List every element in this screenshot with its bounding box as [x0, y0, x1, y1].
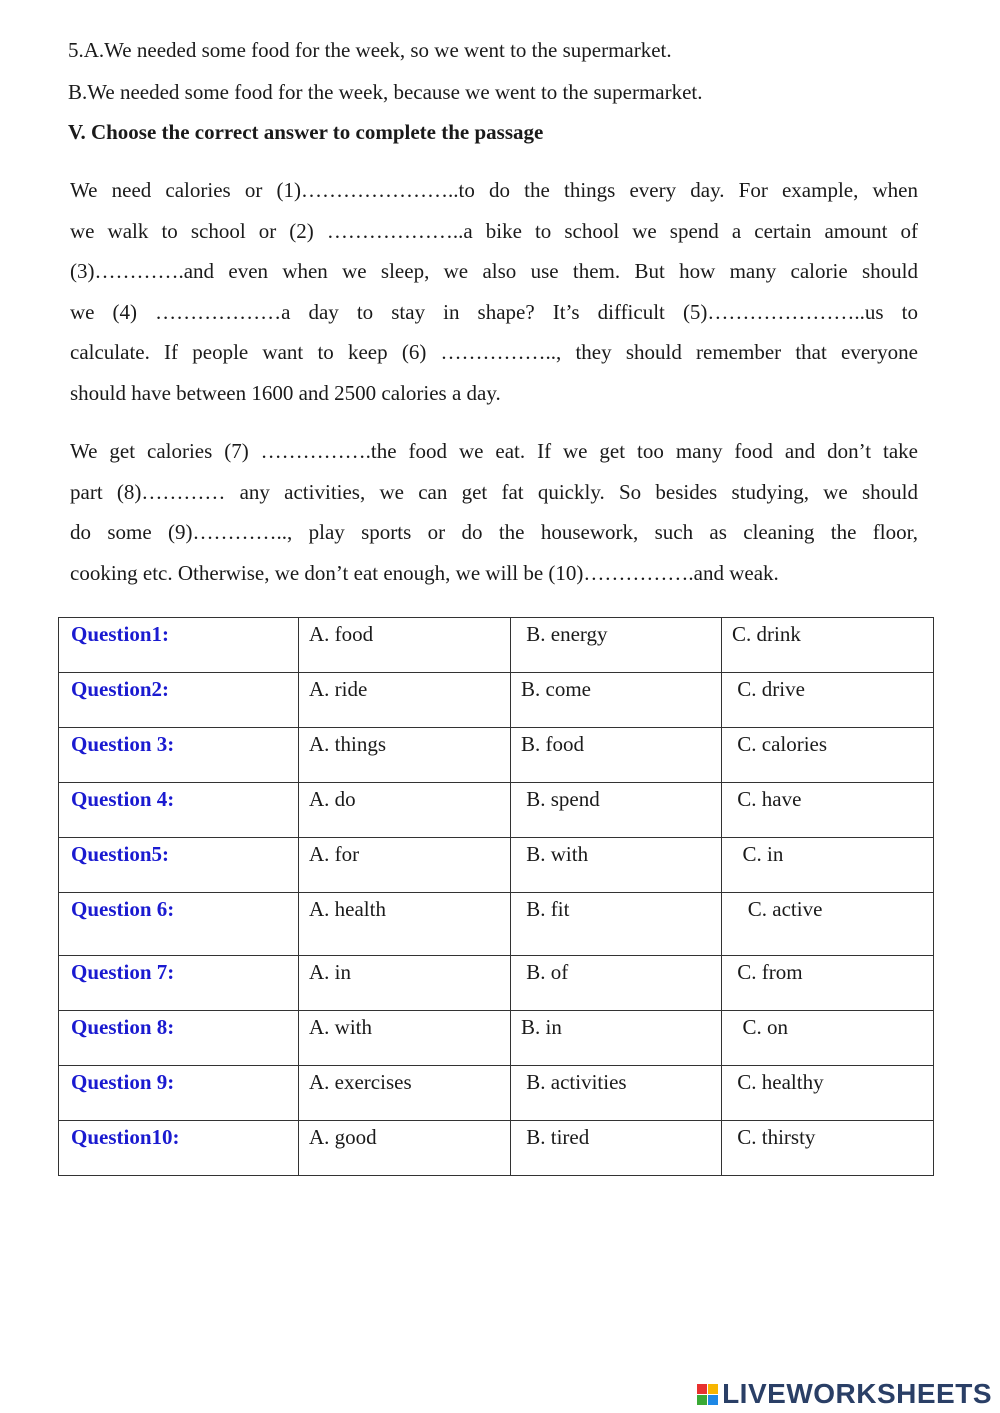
option-c[interactable]: C. from — [722, 956, 934, 1011]
option-a-sentence: 5.A.We needed some food for the week, so we went to the supermarket. — [68, 38, 672, 62]
passage-line: we (4) ………………a day to stay in shape? It’s difficult (5)…………………..us to — [70, 299, 918, 324]
option-a[interactable]: A. do — [299, 783, 511, 838]
option-b[interactable]: B. of — [511, 956, 722, 1011]
option-c[interactable]: C. calories — [722, 728, 934, 783]
logo-text: LIVEWORKSHEETS — [722, 1378, 992, 1409]
option-b-sentence: B.We needed some food for the week, because we went to the supermarket. — [68, 80, 703, 104]
passage-line: we walk to school or (2) ………………..a bike to school we spend a certain amount of — [70, 218, 918, 243]
question-row — [59, 728, 934, 783]
option-b[interactable]: B. energy — [511, 618, 722, 673]
option-c[interactable]: C. drive — [722, 673, 934, 728]
logo-grid-icon — [697, 1384, 718, 1405]
question-label: Question 9: — [59, 1066, 299, 1121]
option-c[interactable]: C. have — [722, 783, 934, 838]
option-c[interactable]: C. active — [722, 893, 934, 956]
option-c[interactable]: C. drink — [722, 618, 934, 673]
option-b[interactable]: B. food — [511, 728, 722, 783]
question-label: Question 7: — [59, 956, 299, 1011]
liveworksheets-logo — [697, 1378, 992, 1410]
question-row — [59, 673, 934, 728]
question-row — [59, 1121, 934, 1176]
question-row — [59, 783, 934, 838]
option-a[interactable]: A. food — [299, 618, 511, 673]
option-b[interactable]: B. spend — [511, 783, 722, 838]
option-a[interactable]: A. health — [299, 893, 511, 956]
passage-line: calculate. If people want to keep (6) …………….., they should remember that everyone — [70, 340, 918, 364]
option-a[interactable]: A. with — [299, 1011, 511, 1066]
logo-square — [697, 1384, 707, 1394]
option-b[interactable]: B. with — [511, 838, 722, 893]
option-a[interactable]: A. good — [299, 1121, 511, 1176]
question-row — [59, 1066, 934, 1121]
question-label: Question 3: — [59, 728, 299, 783]
question-row — [59, 618, 934, 673]
option-a[interactable]: A. exercises — [299, 1066, 511, 1121]
option-c[interactable]: C. on — [722, 1011, 934, 1066]
logo-square — [708, 1384, 718, 1394]
question-label: Question5: — [59, 838, 299, 893]
passage-line: do some (9)………….., play sports or do the housework, such as cleaning the floor, — [70, 520, 918, 544]
logo-square — [708, 1395, 718, 1405]
option-a[interactable]: A. ride — [299, 673, 511, 728]
option-c[interactable]: C. healthy — [722, 1066, 934, 1121]
question-label: Question1: — [59, 618, 299, 673]
passage-line: We get calories (7) …………….the food we eat. If we get too many food and don’t take — [70, 439, 918, 463]
option-b[interactable]: B. come — [511, 673, 722, 728]
option-a[interactable]: A. in — [299, 956, 511, 1011]
question-label: Question 4: — [59, 783, 299, 838]
logo-square — [697, 1395, 707, 1405]
passage-paragraph-2 — [70, 431, 918, 593]
option-c[interactable]: C. in — [722, 838, 934, 893]
option-b[interactable]: B. activities — [511, 1066, 722, 1121]
answer-table — [58, 617, 934, 1176]
option-c[interactable]: C. thirsty — [722, 1121, 934, 1176]
question-label: Question10: — [59, 1121, 299, 1176]
question-row — [59, 893, 934, 956]
passage-line: part (8)………… any activities, we can get fat quickly. So besides studying, we should — [70, 479, 918, 504]
passage-paragraph-1 — [70, 170, 918, 413]
option-a[interactable]: A. for — [299, 838, 511, 893]
question-row — [59, 1011, 934, 1066]
option-b[interactable]: B. in — [511, 1011, 722, 1066]
option-b[interactable]: B. tired — [511, 1121, 722, 1176]
passage-line: cooking etc. Otherwise, we don’t eat enough, we will be (10)…………….and weak. — [70, 560, 779, 585]
question-label: Question2: — [59, 673, 299, 728]
passage-line: We need calories or (1)…………………..to do the things every day. For example, when — [70, 178, 918, 202]
question-row — [59, 838, 934, 893]
passage-line: (3)………….and even when we sleep, we also use them. But how many calorie should — [70, 259, 918, 283]
question-row — [59, 956, 934, 1011]
section-heading: V. Choose the correct answer to complete the passage — [68, 120, 544, 144]
question-label: Question 6: — [59, 893, 299, 956]
passage-line: should have between 1600 and 2500 calories a day. — [70, 380, 501, 405]
option-b[interactable]: B. fit — [511, 893, 722, 956]
option-a[interactable]: A. things — [299, 728, 511, 783]
question-label: Question 8: — [59, 1011, 299, 1066]
